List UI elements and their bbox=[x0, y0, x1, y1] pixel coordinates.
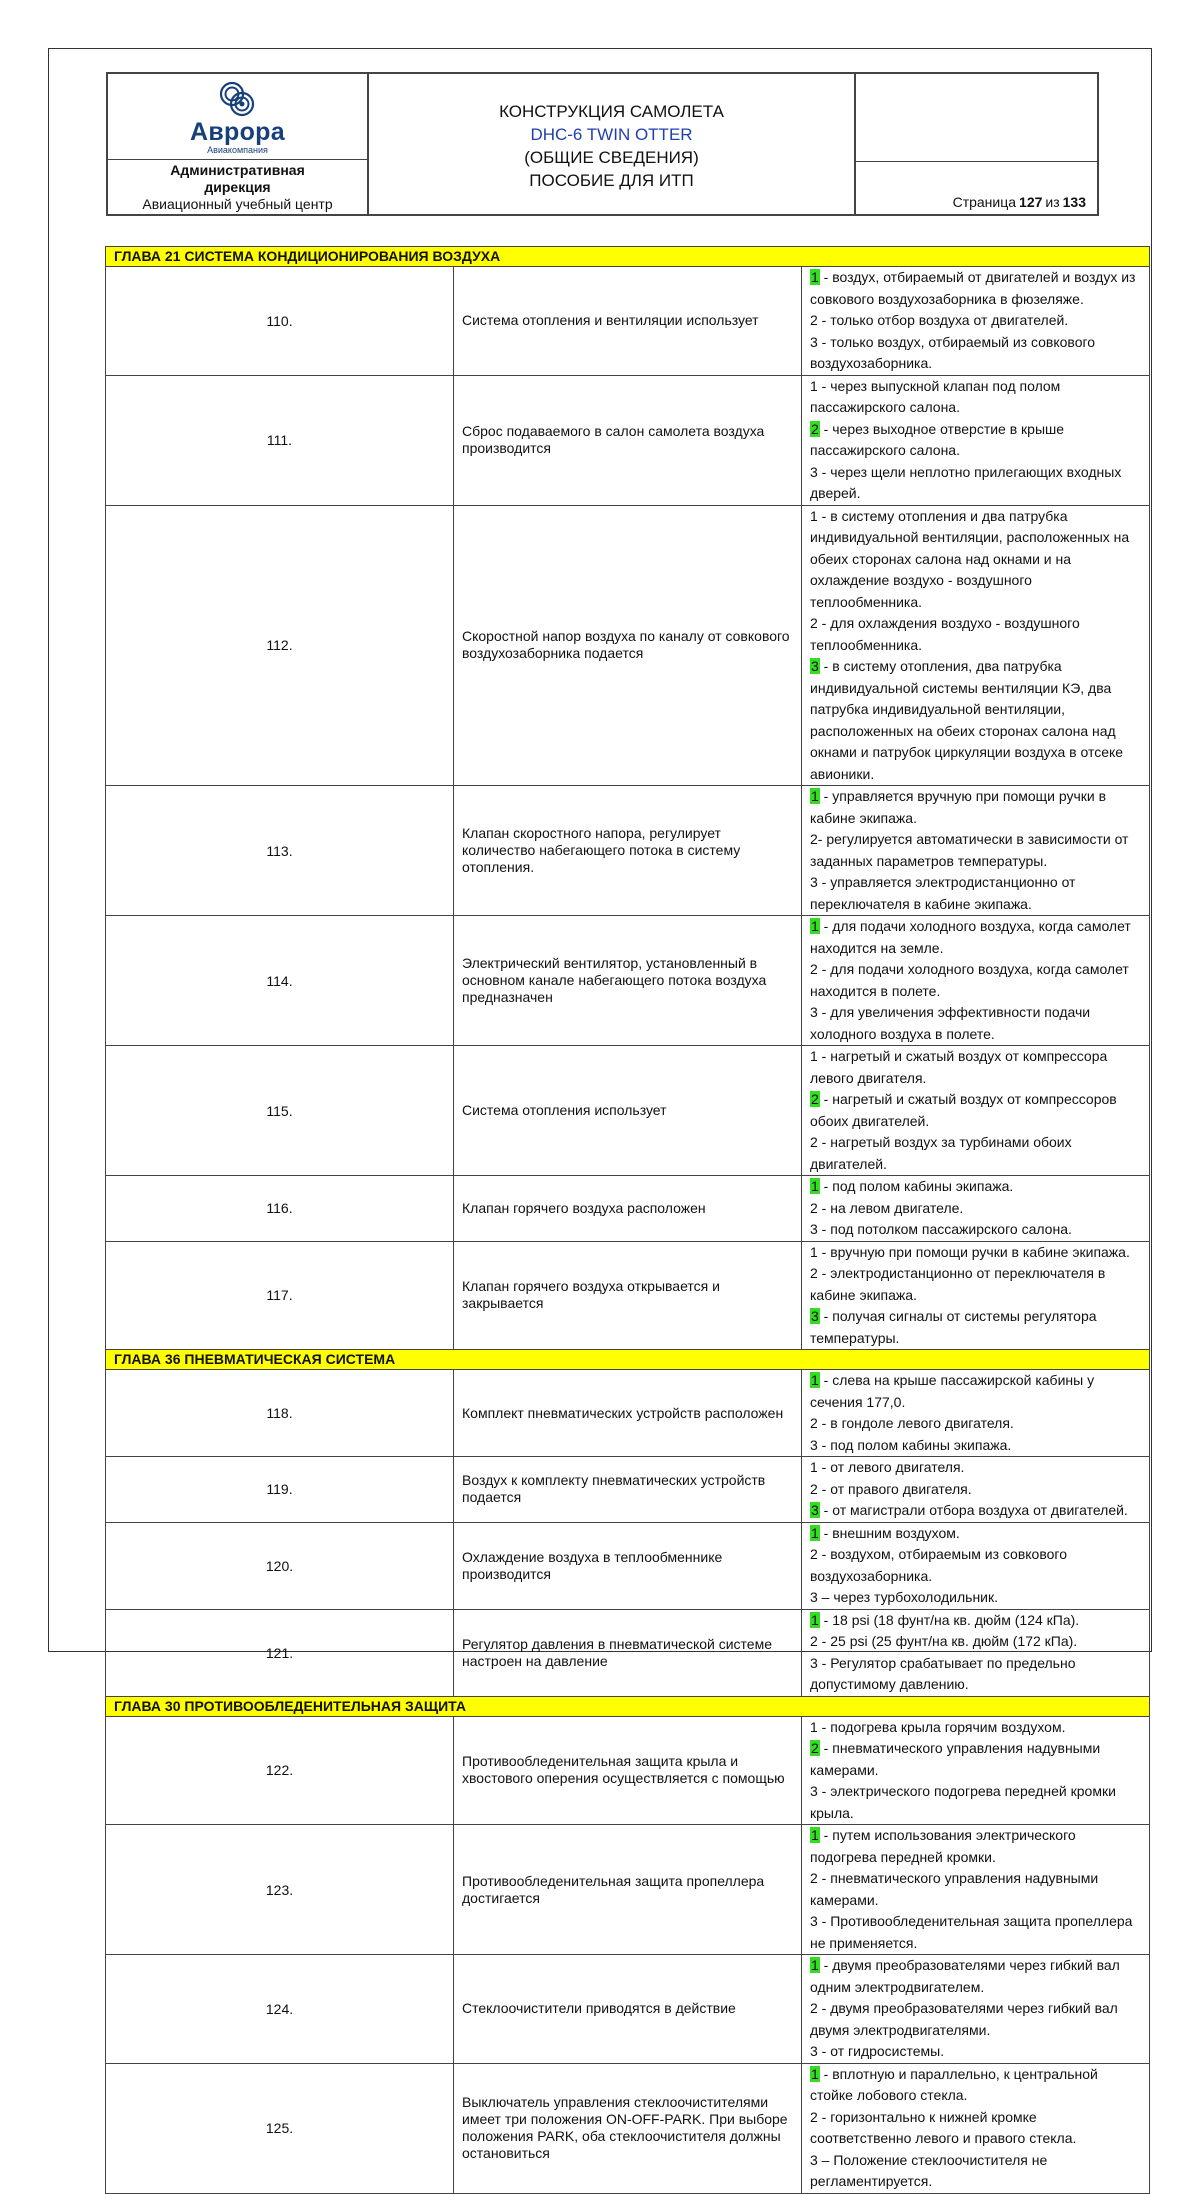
answer-option bbox=[810, 1219, 1141, 1241]
answer-option bbox=[810, 1457, 1141, 1479]
question-number: 115. bbox=[106, 1046, 454, 1176]
question-row bbox=[106, 505, 1150, 786]
answer-text: - подогрева крыла горячим воздухом. bbox=[817, 1718, 1066, 1735]
question-number: 117. bbox=[106, 1241, 454, 1350]
answer-number: 1 bbox=[810, 1459, 818, 1475]
question-number: 119. bbox=[106, 1457, 454, 1523]
question-text: Система отопления и вентиляции использует bbox=[454, 267, 802, 376]
answer-options bbox=[802, 505, 1150, 786]
answer-options bbox=[802, 1370, 1150, 1457]
question-text: Клапан скоростного напора, регулирует количество набегающего потока в систему отопления. bbox=[454, 786, 802, 916]
company-logo bbox=[108, 74, 367, 159]
answer-option bbox=[810, 1089, 1141, 1132]
answer-text: - вручную при помощи ручки в кабине экипажа. bbox=[817, 1243, 1130, 1260]
answer-options bbox=[802, 2063, 1150, 2193]
answer-option bbox=[810, 1738, 1141, 1781]
answer-text: - внешним воздухом. bbox=[819, 1524, 960, 1541]
answer-options bbox=[802, 786, 1150, 916]
question-text: Противообледенительная защита пропеллера достигается bbox=[454, 1825, 802, 1955]
answer-number: 2 bbox=[810, 312, 818, 328]
answer-option bbox=[810, 1500, 1141, 1522]
answer-option bbox=[810, 1523, 1141, 1545]
answer-option bbox=[810, 2041, 1141, 2063]
answer-option bbox=[810, 1198, 1141, 1220]
answer-number: 2 bbox=[810, 1870, 818, 1886]
question-number: 112. bbox=[106, 505, 454, 786]
answer-option bbox=[810, 1781, 1141, 1824]
correct-answer-marker: 1 bbox=[811, 2065, 819, 2082]
answer-text: - от магистрали отбора воздуха от двигателей. bbox=[819, 1502, 1128, 1518]
answer-option bbox=[810, 310, 1141, 332]
answer-number: 3 bbox=[810, 1004, 818, 1020]
answer-number: 3 bbox=[810, 463, 818, 480]
answer-option bbox=[810, 916, 1141, 959]
answer-option bbox=[810, 1132, 1141, 1175]
answer-text: – Положение стеклоочистителя не регламентируется. bbox=[810, 2151, 1048, 2189]
answer-option bbox=[810, 267, 1141, 310]
title-line-3: (ОБЩИЕ СВЕДЕНИЯ) bbox=[524, 148, 699, 167]
answer-number: 3 bbox=[810, 1589, 818, 1605]
answer-number: 1 bbox=[810, 507, 818, 524]
question-text: Электрический вентилятор, установленный в основном канале набегающего потока воздуха предназначен bbox=[454, 916, 802, 1046]
answer-option bbox=[810, 872, 1141, 915]
answer-text: - регулируется автоматически в зависимости от заданных параметров температуры. bbox=[810, 831, 1129, 869]
question-row bbox=[106, 786, 1150, 916]
answer-option bbox=[810, 1955, 1141, 1998]
header-org-block bbox=[108, 74, 369, 214]
page-number bbox=[856, 162, 1097, 214]
answer-options bbox=[802, 1176, 1150, 1242]
header-page-block bbox=[856, 74, 1097, 214]
question-row bbox=[106, 1046, 1150, 1176]
answer-number: 2 bbox=[810, 1546, 818, 1562]
answer-number: 3 bbox=[810, 333, 818, 350]
question-text: Сброс подаваемого в салон самолета воздуха производится bbox=[454, 375, 802, 505]
question-number: 116. bbox=[106, 1176, 454, 1242]
question-text: Выключатель управления стеклоочистителями имеет три положения ON-OFF-PARK. При выборе положения PARK, оба стеклоочистителя должны остановиться bbox=[454, 2063, 802, 2193]
answer-number: 2 bbox=[810, 1480, 818, 1497]
answer-options bbox=[802, 1716, 1150, 1825]
answer-option bbox=[810, 1242, 1141, 1264]
answer-text: - для подачи холодного воздуха, когда самолет находится в полете. bbox=[810, 961, 1129, 999]
answer-options bbox=[802, 1955, 1150, 2064]
answer-text: – через турбохолодильник. bbox=[817, 1589, 999, 1605]
chapter-heading: ГЛАВА 36 ПНЕВМАТИЧЕСКАЯ СИСТЕМА bbox=[106, 1350, 1150, 1370]
page-current: 127 bbox=[1019, 194, 1043, 210]
answer-option bbox=[810, 1911, 1141, 1954]
answer-text: - управляется вручную при помощи ручки в кабине экипажа. bbox=[810, 788, 1107, 826]
answer-text: - Регулятор срабатывает по предельно допустимому давлению. bbox=[810, 1654, 1076, 1692]
answer-text: - под потолком пассажирского салона. bbox=[817, 1221, 1072, 1237]
answer-options bbox=[802, 1609, 1150, 1696]
answer-option bbox=[810, 1631, 1141, 1653]
correct-answer-marker: 3 bbox=[811, 658, 819, 674]
answer-text: - горизонтально к нижней кромке соответственно левого и правого стекла. bbox=[810, 2108, 1077, 2146]
answer-text: - через выходное отверстие в крыше пассажирского салона. bbox=[810, 420, 1065, 458]
header-empty-cell bbox=[856, 74, 1097, 162]
answer-options bbox=[802, 1457, 1150, 1523]
admin-line-1: Административная bbox=[170, 162, 305, 178]
title-line-4: ПОСОБИЕ ДЛЯ ИТП bbox=[529, 171, 694, 190]
answer-number: 2 bbox=[810, 1199, 818, 1216]
answer-text: - 18 psi (18 фунт/на кв. дюйм (124 кПа). bbox=[819, 1611, 1080, 1628]
answer-option bbox=[810, 1717, 1141, 1739]
question-text: Воздух к комплекту пневматических устройств подается bbox=[454, 1457, 802, 1523]
answer-text: - пневматического управления надувными камерами. bbox=[810, 1740, 1101, 1778]
correct-answer-marker: 2 bbox=[811, 1740, 819, 1756]
question-row bbox=[106, 267, 1150, 376]
answer-text: - для увеличения эффективности подачи холодного воздуха в полете. bbox=[810, 1004, 1091, 1042]
answer-options bbox=[802, 1825, 1150, 1955]
answer-option bbox=[810, 786, 1141, 829]
question-number: 118. bbox=[106, 1370, 454, 1457]
answer-text: - от гидросистемы. bbox=[817, 2043, 945, 2059]
answer-text: - электродистанционно от переключателя в кабине экипажа. bbox=[810, 1265, 1106, 1303]
chapter-heading: ГЛАВА 21 СИСТЕМА КОНДИЦИОНИРОВАНИЯ ВОЗДУХА bbox=[106, 247, 1150, 267]
question-row bbox=[106, 1370, 1150, 1457]
answer-text: - нагретый воздух за турбинами обоих двигателей. bbox=[810, 1134, 1072, 1172]
chapter-heading-row bbox=[106, 247, 1150, 267]
question-text: Скоростной напор воздуха по каналу от совкового воздухозаборника подается bbox=[454, 505, 802, 786]
correct-answer-marker: 1 bbox=[811, 1957, 819, 1973]
answer-number: 3 bbox=[810, 874, 818, 890]
answer-number: 2 bbox=[810, 1265, 818, 1281]
chapter-heading-row bbox=[106, 1350, 1150, 1370]
question-row bbox=[106, 1522, 1150, 1609]
question-number: 111. bbox=[106, 375, 454, 505]
title-line-2: DHC-6 TWIN OTTER bbox=[530, 125, 693, 144]
answer-text: - воздух, отбираемый от двигателей и воздух из совкового воздухозаборника в фюзеляже. bbox=[810, 269, 1136, 307]
correct-answer-marker: 1 bbox=[811, 918, 819, 934]
question-row bbox=[106, 1825, 1150, 1955]
correct-answer-marker: 1 bbox=[811, 269, 819, 285]
answer-text: - для охлаждения воздухо - воздушного теплообменника. bbox=[810, 615, 1080, 653]
question-row bbox=[106, 375, 1150, 505]
answer-text: - путем использования электрического подогрева передней кромки. bbox=[810, 1827, 1076, 1865]
logo-emblem-icon bbox=[218, 79, 258, 119]
answer-option bbox=[810, 2150, 1141, 2193]
correct-answer-marker: 3 bbox=[811, 1308, 819, 1324]
page-of: из bbox=[1045, 194, 1060, 210]
correct-answer-marker: 2 bbox=[811, 1091, 819, 1107]
answer-option bbox=[810, 1825, 1141, 1868]
answer-option bbox=[810, 613, 1141, 656]
question-text: Стеклоочистители приводятся в действие bbox=[454, 1955, 802, 2064]
logo-subtext: Авиакомпания bbox=[207, 145, 268, 155]
question-text: Регулятор давления в пневматической системе настроен на давление bbox=[454, 1609, 802, 1696]
correct-answer-marker: 1 bbox=[811, 1524, 819, 1541]
answer-text: - получая сигналы от системы регулятора температуры. bbox=[810, 1308, 1097, 1346]
answer-text: - под полом кабины экипажа. bbox=[817, 1436, 1012, 1453]
question-row bbox=[106, 1457, 1150, 1523]
chapter-heading: ГЛАВА 30 ПРОТИВООБЛЕДЕНИТЕЛЬНАЯ ЗАЩИТА bbox=[106, 1696, 1150, 1716]
question-number: 110. bbox=[106, 267, 454, 376]
question-row bbox=[106, 1955, 1150, 2064]
answer-option bbox=[810, 1046, 1141, 1089]
answer-text: - Противообледенительная защита пропеллера не применяется. bbox=[810, 1913, 1133, 1951]
answer-option bbox=[810, 506, 1141, 614]
answer-text: - для подачи холодного воздуха, когда самолет находится на земле. bbox=[810, 918, 1131, 956]
answer-number: 3 bbox=[810, 2151, 818, 2168]
answer-option bbox=[810, 1653, 1141, 1696]
answer-text: - воздухом, отбираемым из совкового воздухозаборника. bbox=[810, 1546, 1067, 1584]
answer-option bbox=[810, 1868, 1141, 1911]
answer-number: 3 bbox=[810, 1436, 818, 1453]
answer-option bbox=[810, 1370, 1141, 1413]
answer-number: 1 bbox=[810, 1048, 818, 1064]
answer-text: - в систему отопления и два патрубка индивидуальной вентиляции, расположенных на обеих сторонах салона над окнами и на охлаждение воздухо - воздушного теплообменника. bbox=[810, 507, 1130, 610]
answer-text: - 25 psi (25 фунт/на кв. дюйм (172 кПа). bbox=[817, 1633, 1078, 1649]
answer-text: - от правого двигателя. bbox=[817, 1480, 972, 1497]
question-text: Охлаждение воздуха в теплообменнике производится bbox=[454, 1522, 802, 1609]
question-row bbox=[106, 916, 1150, 1046]
question-number: 121. bbox=[106, 1609, 454, 1696]
question-row bbox=[106, 1176, 1150, 1242]
answer-number: 2 bbox=[810, 1415, 818, 1431]
answer-options bbox=[802, 267, 1150, 376]
answer-option bbox=[810, 462, 1141, 505]
answer-option bbox=[810, 2064, 1141, 2107]
answer-text: - только отбор воздуха от двигателей. bbox=[817, 312, 1069, 328]
question-row bbox=[106, 1716, 1150, 1825]
admin-department bbox=[108, 159, 367, 214]
answer-number: 1 bbox=[810, 1243, 818, 1260]
question-number: 113. bbox=[106, 786, 454, 916]
answer-text: - через щели неплотно прилегающих входных дверей. bbox=[810, 463, 1122, 501]
answer-option bbox=[810, 1263, 1141, 1306]
answer-option bbox=[810, 656, 1141, 785]
answer-option bbox=[810, 1413, 1141, 1435]
answer-options bbox=[802, 1522, 1150, 1609]
answer-text: - под полом кабины экипажа. bbox=[819, 1178, 1014, 1194]
correct-answer-marker: 3 bbox=[811, 1502, 819, 1518]
correct-answer-marker: 1 bbox=[811, 1372, 819, 1388]
answer-text: - в гондоле левого двигателя. bbox=[817, 1415, 1014, 1431]
answer-text: - только воздух, отбираемый из совкового воздухозаборника. bbox=[810, 333, 1096, 371]
answer-text: - управляется электродистанционно от переключателя в кабине экипажа. bbox=[810, 874, 1076, 912]
answer-number: 3 bbox=[810, 1221, 818, 1237]
answer-text: - нагретый и сжатый воздух от компрессоров обоих двигателей. bbox=[810, 1091, 1117, 1129]
answer-options bbox=[802, 1046, 1150, 1176]
answer-text: - в систему отопления, два патрубка индивидуальной системы вентиляции КЭ, два патрубка индивидуальной вентиляции, расположенных на обеих сторонах салона над окнами и патрубок циркуляции воздуха в отсеке авионики. bbox=[810, 658, 1124, 782]
page-total: 133 bbox=[1062, 194, 1086, 210]
answer-text: - через выпускной клапан под полом пассажирского салона. bbox=[810, 377, 1061, 415]
question-row bbox=[106, 1609, 1150, 1696]
question-text: Система отопления использует bbox=[454, 1046, 802, 1176]
answer-number: 2 bbox=[810, 1134, 818, 1150]
answer-option bbox=[810, 1002, 1141, 1045]
answer-text: - слева на крыше пассажирской кабины у сечения 177,0. bbox=[810, 1372, 1095, 1410]
answer-option bbox=[810, 2107, 1141, 2150]
answer-option bbox=[810, 1479, 1141, 1501]
answer-option bbox=[810, 829, 1141, 872]
question-number: 123. bbox=[106, 1825, 454, 1955]
answer-number: 3 bbox=[810, 1654, 818, 1671]
correct-answer-marker: 1 bbox=[811, 1827, 819, 1843]
answer-number: 2 bbox=[810, 831, 818, 847]
answer-number: 2 bbox=[810, 615, 818, 631]
answer-number: 2 bbox=[810, 2000, 818, 2016]
answer-option bbox=[810, 1435, 1141, 1457]
question-number: 120. bbox=[106, 1522, 454, 1609]
answer-number: 1 bbox=[810, 377, 818, 394]
answer-number: 2 bbox=[810, 1633, 818, 1649]
question-row bbox=[106, 1241, 1150, 1350]
correct-answer-marker: 2 bbox=[811, 420, 819, 437]
admin-line-2: дирекция bbox=[204, 179, 271, 195]
correct-answer-marker: 1 bbox=[811, 1611, 819, 1628]
answer-text: - двумя преобразователями через гибкий вал двумя электродвигателями. bbox=[810, 2000, 1118, 2038]
document-header bbox=[106, 72, 1099, 216]
question-number: 124. bbox=[106, 1955, 454, 2064]
answer-text: - пневматического управления надувными камерами. bbox=[810, 1870, 1099, 1908]
answer-number: 2 bbox=[810, 961, 818, 977]
question-text: Клапан горячего воздуха расположен bbox=[454, 1176, 802, 1242]
answer-options bbox=[802, 1241, 1150, 1350]
question-text: Противообледенительная защита крыла и хвостового оперения осуществляется с помощью bbox=[454, 1716, 802, 1825]
answer-option bbox=[810, 1587, 1141, 1609]
answer-option bbox=[810, 332, 1141, 375]
answer-text: - на левом двигателе. bbox=[817, 1199, 964, 1216]
answer-text: - двумя преобразователями через гибкий вал одним электродвигателем. bbox=[810, 1957, 1120, 1995]
answer-number: 3 bbox=[810, 2043, 818, 2059]
questions-table bbox=[105, 246, 1150, 2194]
answer-option bbox=[810, 1610, 1141, 1632]
answer-option bbox=[810, 1176, 1141, 1198]
answer-option bbox=[810, 959, 1141, 1002]
admin-line-3: Авиационный учебный центр bbox=[142, 196, 333, 212]
answer-text: - от левого двигателя. bbox=[817, 1459, 965, 1475]
correct-answer-marker: 1 bbox=[811, 1178, 819, 1194]
question-text: Комплект пневматических устройств расположен bbox=[454, 1370, 802, 1457]
answer-options bbox=[802, 916, 1150, 1046]
question-number: 114. bbox=[106, 916, 454, 1046]
answer-number: 2 bbox=[810, 2108, 818, 2125]
answer-options bbox=[802, 375, 1150, 505]
question-number: 125. bbox=[106, 2063, 454, 2193]
chapter-heading-row bbox=[106, 1696, 1150, 1716]
answer-number: 1 bbox=[810, 1718, 818, 1735]
correct-answer-marker: 1 bbox=[811, 788, 819, 804]
answer-number: 3 bbox=[810, 1913, 818, 1929]
answer-text: - вплотную и параллельно, к центральной стойке лобового стекла. bbox=[810, 2065, 1098, 2103]
answer-text: - электрического подогрева передней кромки крыла. bbox=[810, 1783, 1116, 1821]
answer-option bbox=[810, 1306, 1141, 1349]
answer-option bbox=[810, 1544, 1141, 1587]
answer-option bbox=[810, 376, 1141, 419]
document-title bbox=[369, 74, 856, 214]
question-text: Клапан горячего воздуха открывается и закрывается bbox=[454, 1241, 802, 1350]
answer-option bbox=[810, 419, 1141, 462]
answer-option bbox=[810, 1998, 1141, 2041]
question-number: 122. bbox=[106, 1716, 454, 1825]
answer-number: 3 bbox=[810, 1783, 818, 1799]
question-row bbox=[106, 2063, 1150, 2193]
logo-text: Аврора bbox=[190, 118, 285, 146]
page-label: Страница bbox=[952, 194, 1017, 210]
answer-text: - нагретый и сжатый воздух от компрессора левого двигателя. bbox=[810, 1048, 1108, 1086]
title-line-1: КОНСТРУКЦИЯ САМОЛЕТА bbox=[499, 102, 724, 121]
